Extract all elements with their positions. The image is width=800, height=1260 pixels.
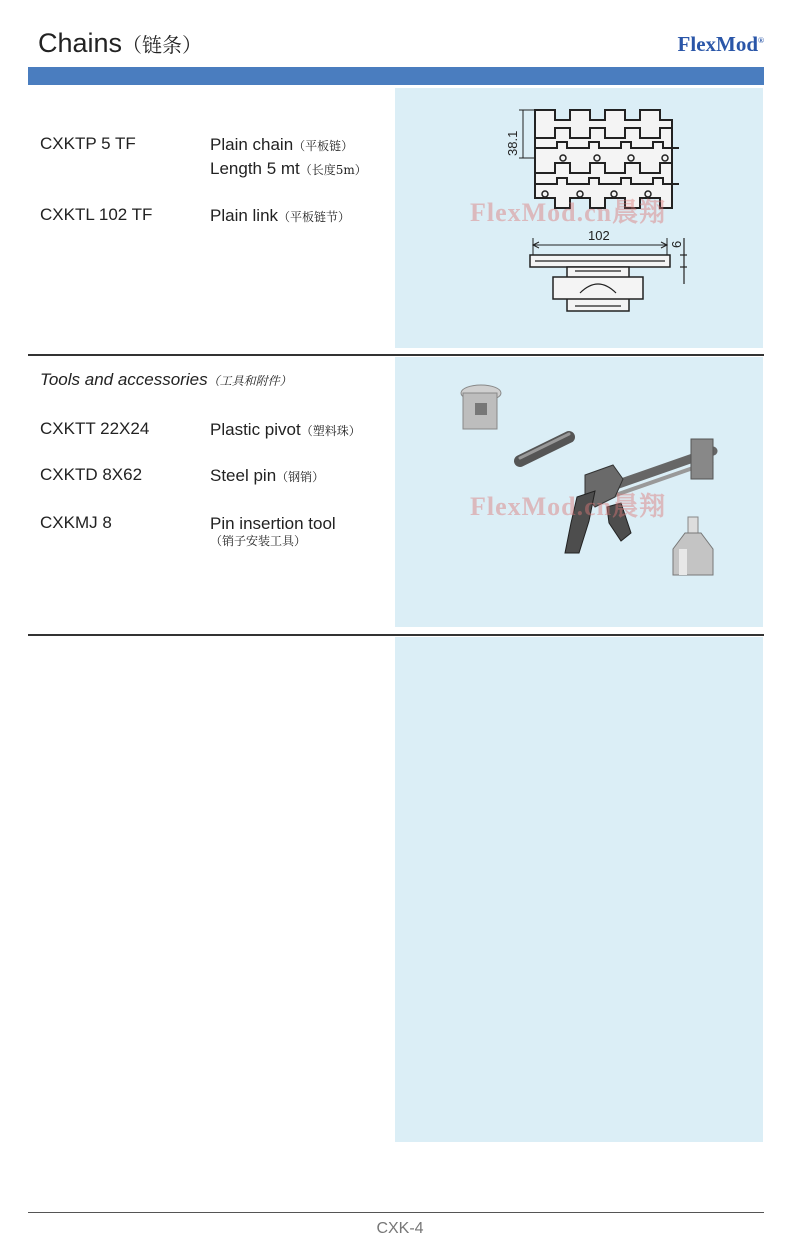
tool-desc-1 <box>210 420 361 440</box>
watermark-chains: FlexMod.cn晨翔 <box>470 198 667 227</box>
page-title-text: Chains <box>38 28 123 58</box>
chain-desc-1-text: Plain chain <box>210 135 294 154</box>
chain-desc-1 <box>210 135 353 155</box>
tools-section-title-text: Tools and accessories <box>40 370 208 389</box>
tool-desc-1-text: Plastic pivot <box>210 420 301 439</box>
dimension-width: 102 <box>588 228 610 243</box>
page-number: CXK-4 <box>376 1220 424 1237</box>
page-title <box>38 28 202 59</box>
dimension-thickness: 6 <box>669 240 684 248</box>
brand-logo <box>678 32 764 57</box>
tools-section-title-cn: （工具和附件） <box>207 374 292 388</box>
chain-desc-1-length <box>210 159 367 179</box>
tool-desc-2-text: Steel pin <box>210 466 277 485</box>
brand-name: FlexMod <box>677 32 759 56</box>
tools-section-title <box>40 370 292 390</box>
chain-image-panel <box>395 88 763 348</box>
chain-desc-2 <box>210 206 350 226</box>
dimension-height: 38.1 <box>505 130 520 156</box>
tool-desc-1-cn: （塑料珠） <box>300 424 361 438</box>
tool-code-2: CXKTD 8X62 <box>40 465 143 484</box>
footer-divider <box>28 1212 764 1213</box>
page-title-cn: （链条） <box>122 33 203 57</box>
bottle-image <box>673 517 713 575</box>
tool-code-1: CXKTT 22X24 <box>40 419 150 438</box>
empty-image-panel <box>395 637 763 1142</box>
tool-desc-2-cn: （钢销） <box>276 470 325 484</box>
chain-desc-2-text: Plain link <box>210 206 279 225</box>
chain-code-2: CXKTL 102 TF <box>40 205 153 224</box>
tools-image-panel <box>395 357 763 627</box>
plastic-pivot-image <box>461 385 501 429</box>
tool-desc-2 <box>210 466 324 486</box>
tool-desc-3 <box>210 514 336 549</box>
brand-registered-mark: ® <box>758 36 764 45</box>
chain-desc-2-cn: （平板链节） <box>278 210 351 224</box>
tool-desc-3-text: Pin insertion tool <box>210 514 336 533</box>
header-bar <box>28 67 764 85</box>
section-divider-1 <box>28 354 764 356</box>
chain-length-cn: （长度5m） <box>299 163 367 177</box>
chain-desc-1-cn: （平板链） <box>293 139 354 153</box>
tool-code-3: CXKMJ 8 <box>40 513 112 532</box>
chain-length-text: Length 5 mt <box>210 159 300 178</box>
section-divider-2 <box>28 634 764 636</box>
watermark-tools: FlexMod.cn晨翔 <box>470 492 667 521</box>
steel-pin-image <box>520 434 569 461</box>
chain-code-1: CXKTP 5 TF <box>40 134 136 153</box>
tool-desc-3-cn: （销子安装工具） <box>210 534 307 548</box>
